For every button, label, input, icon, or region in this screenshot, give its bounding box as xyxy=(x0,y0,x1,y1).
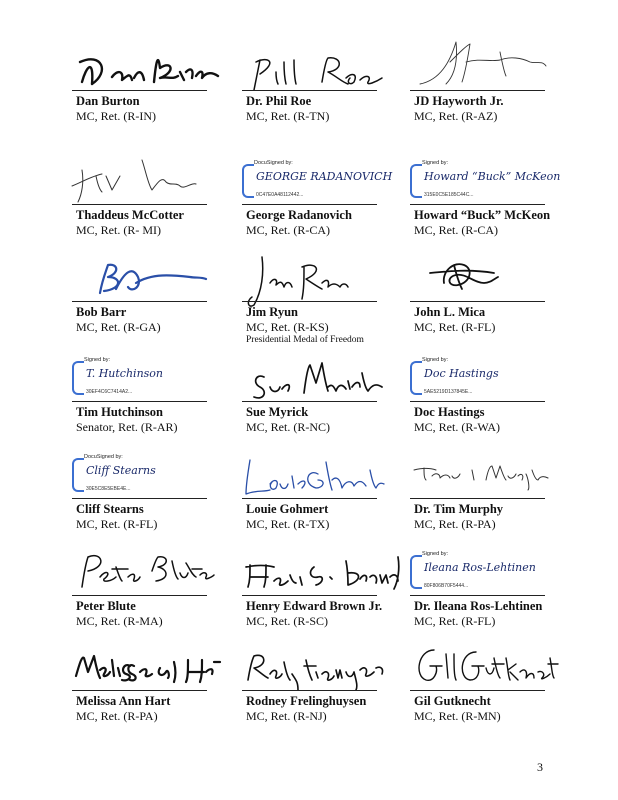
docusign-code: 5AE5219D137845E... xyxy=(424,389,473,395)
signature-line xyxy=(242,595,377,596)
signature-line xyxy=(72,690,207,691)
signature-block-peter-blute xyxy=(72,537,237,627)
docusign-stamp xyxy=(242,160,393,200)
docusign-frame xyxy=(242,164,254,198)
signer-title: MC, Ret. (R-PA) xyxy=(76,709,158,723)
signer-name: Jim Ryun xyxy=(246,305,299,319)
handwritten-signature xyxy=(72,243,222,303)
signer-name: Peter Blute xyxy=(76,599,136,613)
signer-name: Dan Burton xyxy=(76,94,140,108)
signature-block-tim-murphy xyxy=(410,440,575,530)
signature-block-dan-burton xyxy=(72,32,237,122)
signer-title: MC, Ret. (R-MA) xyxy=(76,614,163,628)
signature-line xyxy=(72,401,207,402)
docusign-label: Signed by: xyxy=(422,551,448,557)
signer-title: MC, Ret. (R-NC) xyxy=(246,420,330,434)
docusign-frame xyxy=(410,361,422,395)
handwritten-signature xyxy=(242,343,392,403)
handwritten-signature xyxy=(242,32,392,92)
signer-title: MC, Ret. (R-NJ) xyxy=(246,709,327,723)
signature-line xyxy=(242,204,377,205)
signature-block-henry-brown xyxy=(242,537,407,627)
docusign-frame xyxy=(410,555,422,589)
signer-name: Doc Hastings xyxy=(414,405,485,419)
signer-title: MC, Ret. (R-KS) xyxy=(246,320,329,334)
docusign-stamp xyxy=(410,160,561,200)
signer-name: Dr. Phil Roe xyxy=(246,94,312,108)
signer-name: George Radanovich xyxy=(246,208,352,222)
signature-line xyxy=(410,204,545,205)
signature-line xyxy=(72,498,207,499)
signer-title: MC, Ret. (R-TX) xyxy=(246,517,330,531)
signature-line xyxy=(410,498,545,499)
signer-title: MC, Ret. (R- MI) xyxy=(76,223,161,237)
docusign-signature: Doc Hastings xyxy=(424,367,499,380)
handwritten-signature xyxy=(242,440,392,500)
handwritten-signature xyxy=(410,32,560,92)
docusign-label: Signed by: xyxy=(422,160,448,166)
signer-title: MC, Ret. (R-IN) xyxy=(76,109,156,123)
signature-line xyxy=(410,401,545,402)
signature-line xyxy=(72,301,207,302)
signer-title: MC, Ret. (R-FL) xyxy=(76,517,158,531)
signer-name: Henry Edward Brown Jr. xyxy=(246,599,383,613)
signature-block-john-mica xyxy=(410,243,575,333)
docusign-code: 30E5C8E5EBE4E... xyxy=(86,486,131,492)
signer-title: MC, Ret. (R-FL) xyxy=(414,614,496,628)
docusign-signature: Cliff Stearns xyxy=(86,464,156,477)
docusign-frame xyxy=(72,361,84,395)
handwritten-signature xyxy=(72,146,222,206)
signature-line xyxy=(242,90,377,91)
signature-block-gil-gutknecht xyxy=(410,632,575,722)
signer-title: MC, Ret. (R-FL) xyxy=(414,320,496,334)
signer-name: Dr. Tim Murphy xyxy=(414,502,504,516)
signature-block-ileana-ros-lehtinen xyxy=(410,537,575,627)
handwritten-signature xyxy=(242,243,392,313)
signer-title: MC, Ret. (R-SC) xyxy=(246,614,329,628)
signature-block-thaddeus-mccotter xyxy=(72,146,237,236)
signature-block-tim-hutchinson xyxy=(72,343,237,433)
docusign-label: Signed by: xyxy=(84,357,110,363)
signer-name: Gil Gutknecht xyxy=(414,694,491,708)
signer-title: MC, Ret. (R-CA) xyxy=(246,223,330,237)
handwritten-signature xyxy=(242,632,392,692)
signature-line xyxy=(72,595,207,596)
signature-block-sue-myrick xyxy=(242,343,407,433)
signature-line xyxy=(242,301,377,302)
signature-line xyxy=(242,401,377,402)
signer-name: Louie Gohmert xyxy=(246,502,329,516)
docusign-signature: Ileana Ros-Lehtinen xyxy=(424,561,536,574)
page-number: 3 xyxy=(537,760,543,774)
docusign-code: 315E0C5E185C44C... xyxy=(424,192,474,198)
signature-line xyxy=(72,90,207,91)
handwritten-signature xyxy=(410,632,560,692)
docusign-signature: GEORGE RADANOVICH xyxy=(256,170,393,183)
docusign-frame xyxy=(72,458,84,492)
signer-name: Howard “Buck” McKeon xyxy=(414,208,551,222)
signer-title: MC, Ret. (R-AZ) xyxy=(414,109,498,123)
signer-title: MC, Ret. (R-TN) xyxy=(246,109,330,123)
signer-name: Bob Barr xyxy=(76,305,127,319)
docusign-code: 80F806B70F5444... xyxy=(424,583,469,589)
docusign-stamp xyxy=(72,357,206,397)
signer-honor: Presidential Medal of Freedom xyxy=(246,335,364,345)
signature-line xyxy=(242,498,377,499)
signature-line xyxy=(410,301,545,302)
signature-block-louie-gohmert xyxy=(242,440,407,530)
signer-name: Rodney Frelinghuysen xyxy=(246,694,367,708)
docusign-label: DocuSigned by: xyxy=(254,160,293,166)
docusign-code: 30EF4C6C7414A2... xyxy=(86,389,133,395)
signer-name: JD Hayworth Jr. xyxy=(414,94,504,108)
signature-block-cliff-stearns xyxy=(72,440,237,530)
docusign-label: DocuSigned by: xyxy=(84,454,123,460)
signer-name: Sue Myrick xyxy=(246,405,309,419)
signature-block-jim-ryun xyxy=(242,243,407,345)
signature-line xyxy=(72,204,207,205)
handwritten-signature xyxy=(242,537,402,597)
signature-line xyxy=(410,90,545,91)
signature-block-doc-hastings xyxy=(410,343,575,433)
signer-title: MC, Ret. (R-CA) xyxy=(414,223,498,237)
docusign-stamp xyxy=(410,357,544,397)
handwritten-signature xyxy=(410,440,560,500)
signer-name: Melissa Ann Hart xyxy=(76,694,171,708)
signer-title: Senator, Ret. (R-AR) xyxy=(76,420,178,434)
handwritten-signature xyxy=(72,32,222,92)
signer-title: MC, Ret. (R-MN) xyxy=(414,709,501,723)
signature-block-rodney-frelinghuysen xyxy=(242,632,407,722)
signature-block-melissa-hart xyxy=(72,632,237,722)
signature-line xyxy=(242,690,377,691)
signer-name: Tim Hutchinson xyxy=(76,405,163,419)
signer-name: Thaddeus McCotter xyxy=(76,208,184,222)
signature-block-buck-mckeon xyxy=(410,146,575,236)
signature-block-jd-hayworth xyxy=(410,32,575,122)
signer-title: MC, Ret. (R-GA) xyxy=(76,320,161,334)
signature-block-george-radanovich xyxy=(242,146,407,236)
docusign-signature: T. Hutchinson xyxy=(86,367,164,380)
handwritten-signature xyxy=(72,632,222,692)
signature-block-phil-roe xyxy=(242,32,407,122)
signer-title: MC, Ret. (R-WA) xyxy=(414,420,500,434)
handwritten-signature xyxy=(410,243,560,303)
docusign-signature: Howard “Buck” McKeon xyxy=(424,170,561,183)
docusign-frame xyxy=(410,164,422,198)
handwritten-signature xyxy=(72,537,222,597)
docusign-stamp xyxy=(410,551,544,591)
signature-line xyxy=(410,595,545,596)
signature-block-bob-barr xyxy=(72,243,237,333)
signer-name: Dr. Ileana Ros-Lehtinen xyxy=(414,599,543,613)
docusign-label: Signed by: xyxy=(422,357,448,363)
signer-title: MC, Ret. (R-PA) xyxy=(414,517,496,531)
signature-line xyxy=(410,690,545,691)
signer-name: John L. Mica xyxy=(414,305,486,319)
docusign-code: 0C47E0A48112442... xyxy=(256,192,304,198)
signer-name: Cliff Stearns xyxy=(76,502,144,516)
docusign-stamp xyxy=(72,454,206,494)
